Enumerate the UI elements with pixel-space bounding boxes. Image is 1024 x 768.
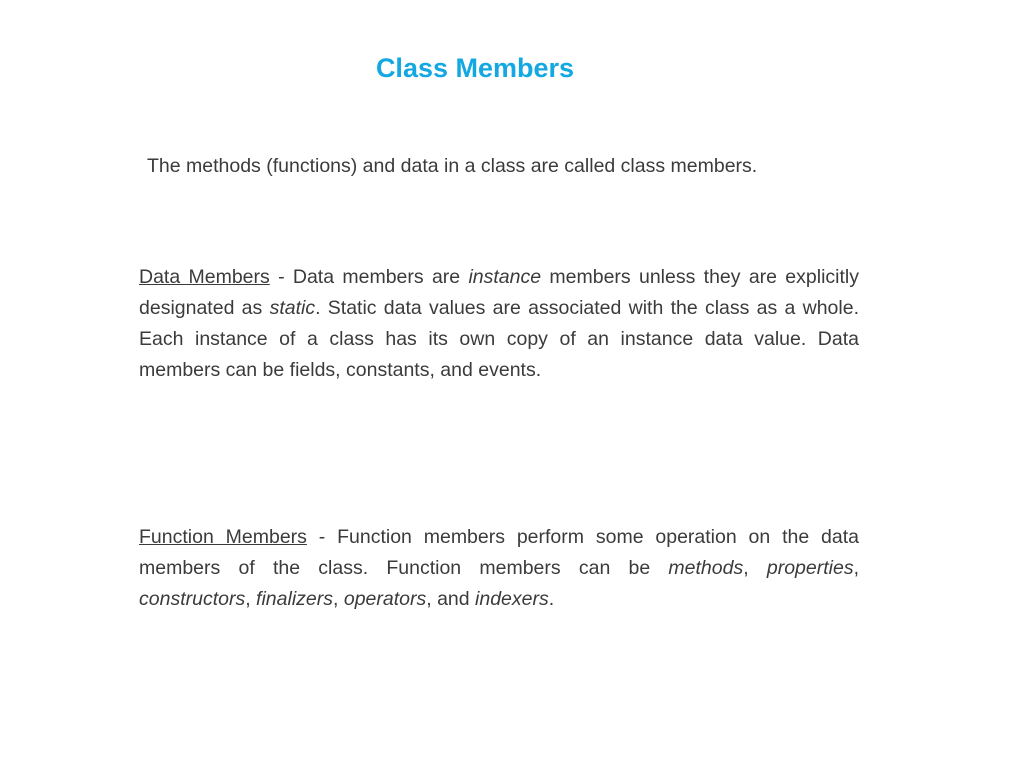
separator: . — [548, 588, 555, 610]
separator: , — [743, 557, 767, 579]
constructors-term: constructors — [139, 588, 246, 610]
separator: , — [245, 588, 257, 610]
slide-title: Class Members — [375, 53, 575, 83]
data-members-term: Data Members — [139, 266, 270, 288]
finalizers-term: finalizers — [256, 588, 333, 610]
data-members-paragraph — [139, 262, 859, 386]
function-members-term: Function Members — [139, 526, 307, 548]
data-members-text: - Data members are — [269, 266, 469, 288]
separator: , — [333, 588, 344, 610]
separator: , — [853, 557, 859, 579]
indexers-term: indexers — [475, 588, 549, 610]
methods-term: methods — [668, 557, 744, 579]
static-term: static — [269, 297, 316, 319]
data-members-text: members unless they are explicitly designated as — [139, 266, 859, 319]
instance-term: instance — [468, 266, 542, 288]
function-members-paragraph — [139, 522, 859, 615]
operators-term: operators — [343, 588, 427, 610]
function-members-text: - Function members perform some operation on the data members of the class. Function members can be — [139, 526, 859, 579]
intro-text: The methods (functions) and data in a class are called class members. — [147, 155, 758, 177]
data-members-text: . Static data values are associated with the class as a whole. Each instance of a class has its own copy of an instance data value. Data members can be fields, constants, and events. — [139, 297, 859, 381]
properties-term: properties — [766, 557, 854, 579]
separator: , and — [426, 588, 476, 610]
